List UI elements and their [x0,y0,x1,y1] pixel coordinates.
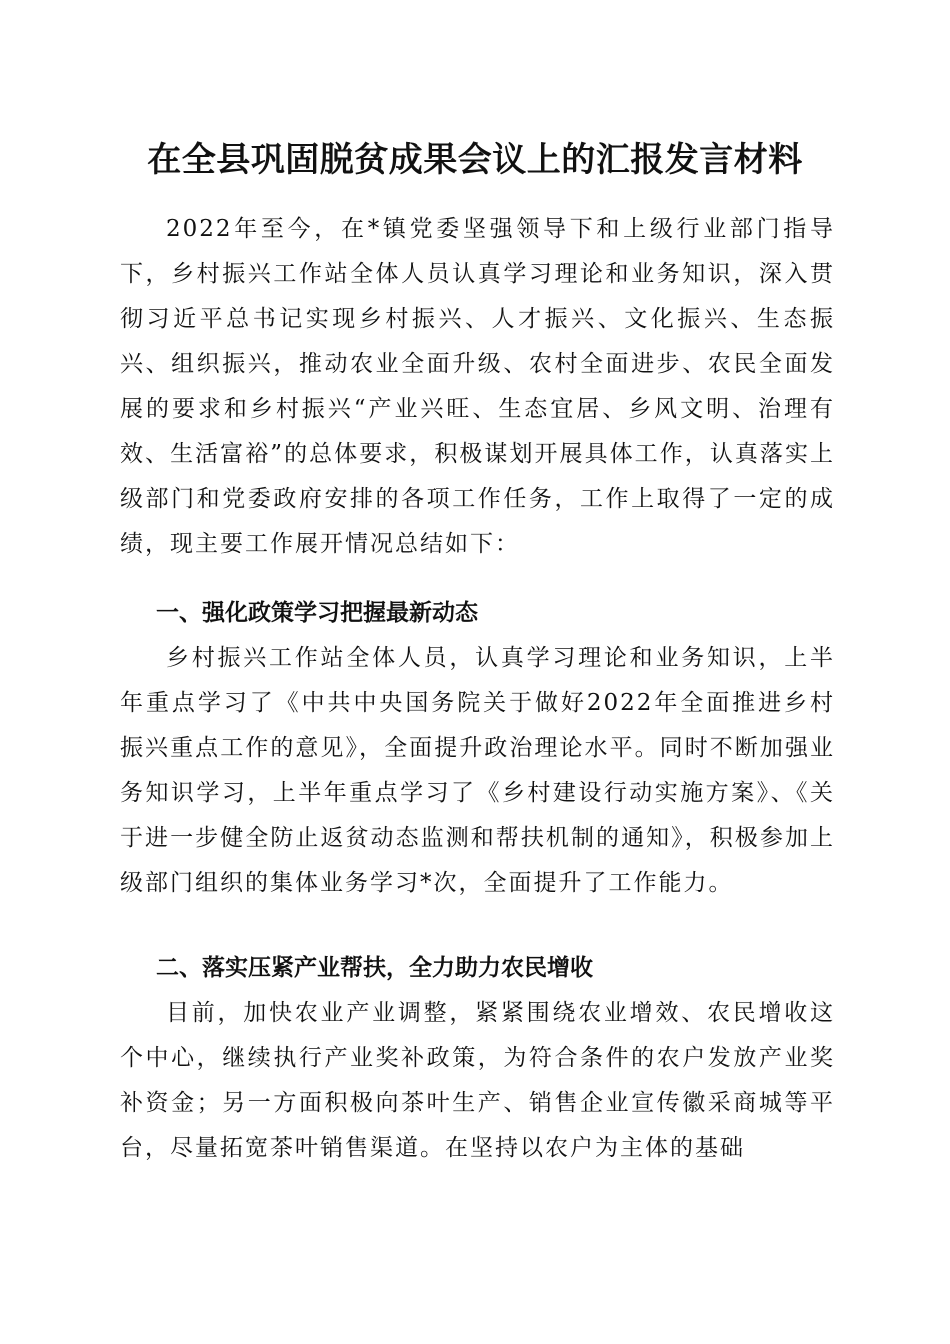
intro-paragraph: 2022年至今，在*镇党委坚强领导下和上级行业部门指导下，乡村振兴工作站全体人员认真学习理论和业务知识，深入贯彻习近平总书记实现乡村振兴、人才振兴、文化振兴、生态振兴、组织振兴，推动农业全面升级、农村全面进步、农民全面发展的要求和乡村振兴“产业兴旺、生态宜居、乡风文明、治理有效、生活富裕”的总体要求，积极谋划开展具体工作，认真落实上级部门和党委政府安排的各项工作任务，工作上取得了一定的成绩，现主要工作展开情况总结如下： [120,216,835,557]
section-heading-2: 二、落实压紧产业帮扶，全力助力农民增收 [156,955,593,981]
document-title: 在全县巩固脱贫成果会议上的汇报发言材料 [147,140,803,180]
section-paragraph-2: 目前，加快农业产业调整，紧紧围绕农业增效、农民增收这个中心，继续执行产业奖补政策，为符合条件的农户发放产业奖补资金；另一方面积极向茶叶生产、销售企业宣传徽采商城等平台，尽量拓宽茶叶销售渠道。在坚持以农户为主体的基础 [120,1000,835,1161]
section-heading-1: 一、强化政策学习把握最新动态 [156,600,478,626]
section-paragraph-1: 乡村振兴工作站全体人员，认真学习理论和业务知识，上半年重点学习了《中共中央国务院关于做好2022年全面推进乡村振兴重点工作的意见》，全面提升政治理论水平。同时不断加强业务知识学习，上半年重点学习了《乡村建设行动实施方案》、《关于进一步健全防止返贫动态监测和帮扶机制的通知》，积极参加上级部门组织的集体业务学习*次，全面提升了工作能力。 [120,645,835,896]
